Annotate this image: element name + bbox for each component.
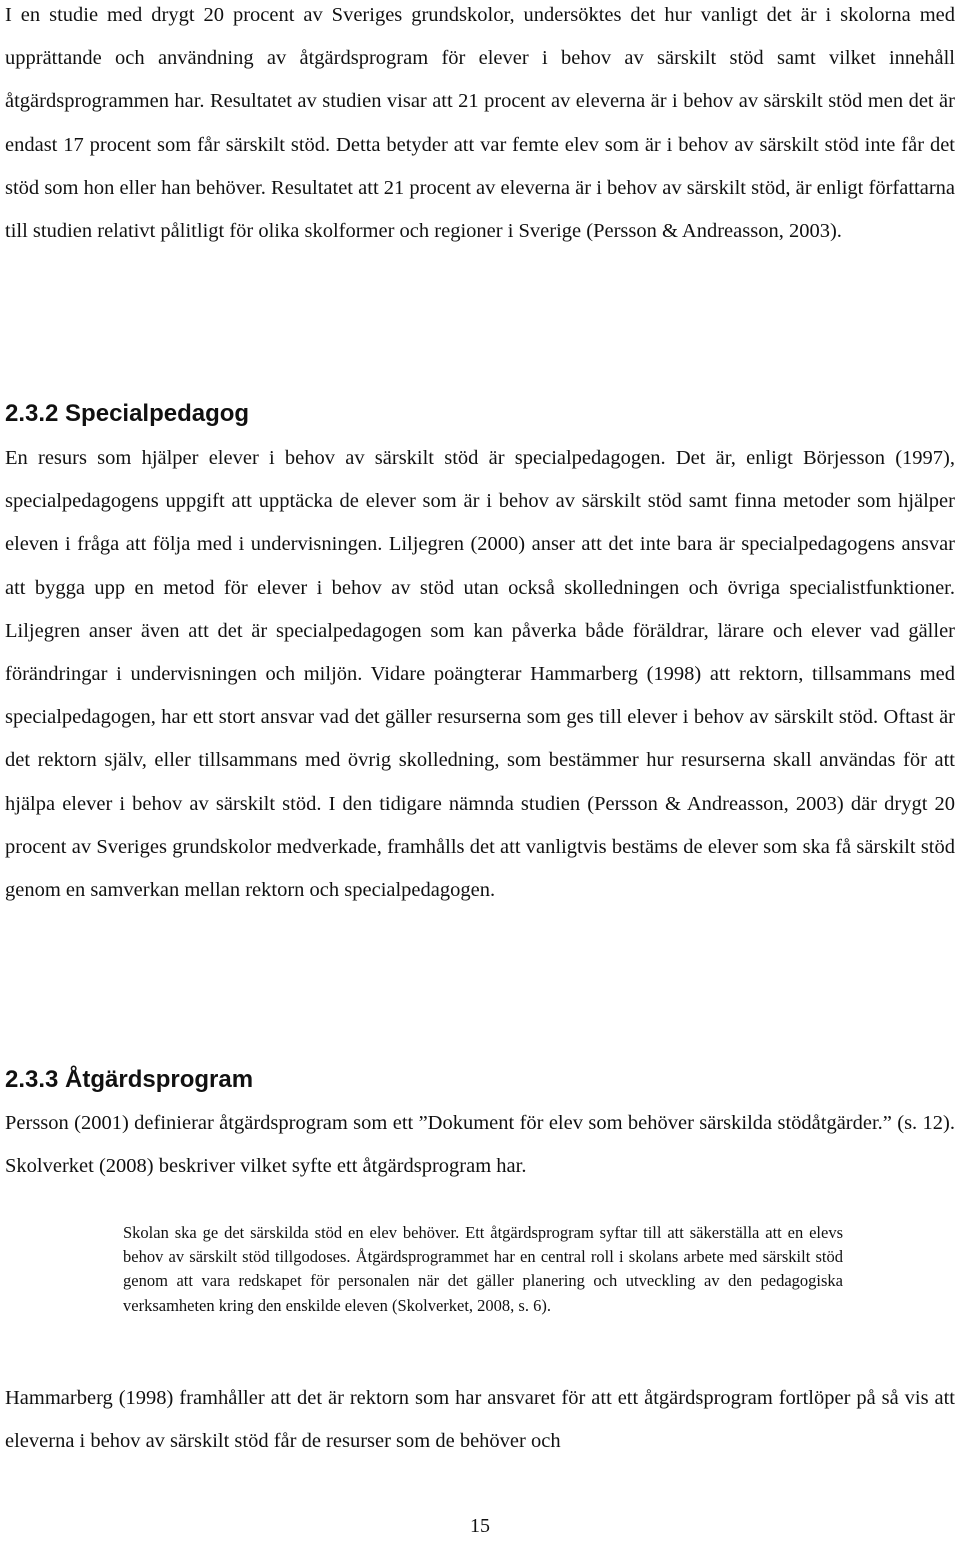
page-number: 15	[470, 1515, 490, 1537]
block-quote: Skolan ska ge det särskilda stöd en elev behöver. Ett åtgärdsprogram syftar till att säkerställa att en elevs behov av särskilt stöd tillgodoses. Åtgärdsprogrammet har en central roll i skolans arbete med särskilt stöd genom att vara redskapet för personalen när det gäller planering och utveckling av den pedagogiska verksamheten kring den enskilde eleven (Skolverket, 2008, s. 6).	[123, 1223, 843, 1315]
atgardsprogram-paragraph: Persson (2001) definierar åtgärdsprogram som ett ”Dokument för elev som behöver särskilda stödåtgärder.” (s. 12). Skolverket (2008) beskriver vilket syfte ett åtgärdsprogram har.	[5, 1112, 955, 1178]
continuation-paragraph: Hammarberg (1998) framhåller att det är rektorn som har ansvaret för att ett åtgärdsprogram fortlöper på så vis att eleverna i behov av särskilt stöd får de resurser som de behöver och	[5, 1387, 955, 1453]
section-heading-specialpedagog: 2.3.2 Specialpedagog	[5, 400, 250, 427]
intro-paragraph: I en studie med drygt 20 procent av Sveriges grundskolor, undersöktes det hur vanligt det är i skolorna med upprättande och användning av åtgärdsprogram för elever i behov av särskilt stöd samt vilket innehåll åtgärdsprogrammen har. Resultatet av studien visar att 21 procent av eleverna är i behov av särskilt stöd men det är endast 17 procent som får särskilt stöd. Detta betyder att var femte elev som är i behov av särskilt stöd inte får det stöd som hon eller han behöver. Resultatet att 21 procent av eleverna är i behov av särskilt stöd, är enligt författarna till studien relativt pålitligt för olika skolformer och regioner i Sverige (Persson & Andreasson, 2003).	[5, 4, 955, 243]
specialpedagog-paragraph: En resurs som hjälper elever i behov av särskilt stöd är specialpedagogen. Det är, enligt Börjesson (1997), specialpedagogens uppgift att upptäcka de elever som är i behov av särskilt stöd samt finna metoder som hjälper eleven i fråga att följa med i undervisningen. Liljegren (2000) anser att det inte bara är specialpedagogens ansvar att bygga upp en metod för elever i behov av stöd utan också skolledningen och övriga specialistfunktioner. Liljegren anser även att det är specialpedagogen som kan påverka både föräldrar, lärare och elever vad gäller förändringar i undervisningen och miljön. Vidare poängterar Hammarberg (1998) att rektorn, tillsammans med specialpedagogen, har ett stort ansvar vad det gäller resurserna som ges till elever i behov av särskilt stöd. Oftast är det rektorn själv, eller tillsammans med övrig skolledning, som bestämmer hur resurserna skall användas för att hjälpa elever i behov av särskilt stöd. I den tidigare nämnda studien (Persson & Andreasson, 2003) där drygt 20 procent av Sveriges grundskolor medverkade, framhålls det att vanligtvis bestäms de elever som ska få särskilt stöd genom en samverkan mellan rektorn och specialpedagogen.	[5, 447, 955, 902]
section-heading-atgardsprogram: 2.3.3 Åtgärdsprogram	[5, 1066, 254, 1093]
